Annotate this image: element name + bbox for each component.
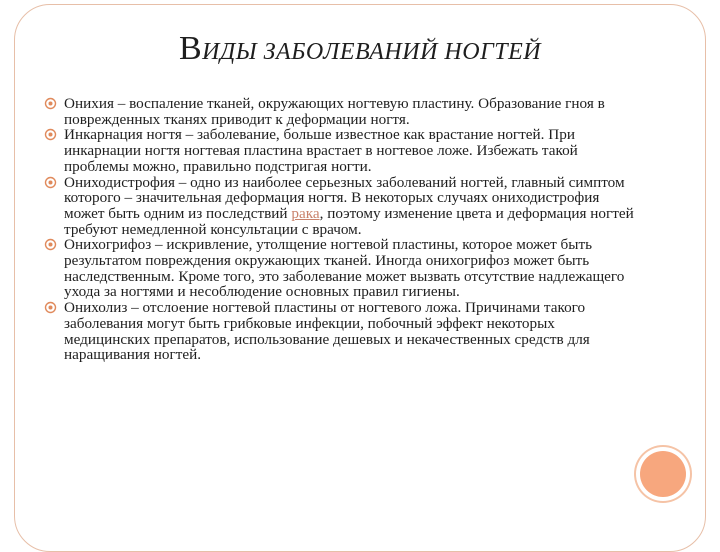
list-item-ingrown-nail bbox=[44, 127, 634, 174]
list-item-onychogryphosis bbox=[44, 237, 634, 300]
list-item-onycholysis bbox=[44, 300, 634, 363]
list-item-text: Инкарнация ногтя – заболевание, больше известное как врастание ногтей. При инкарнации ногтя ногтевая пластина врастает в ногтевое ложе. Избежать такой проблемы можно, правильно подстригая ногти. bbox=[64, 126, 578, 175]
list-item-text: Онихия – воспаление тканей, окружающих ногтевую пластину. Образование гноя в поврежденных тканях приводит к деформации ногтя. bbox=[64, 95, 605, 128]
cancer-link[interactable]: рака bbox=[291, 204, 320, 222]
list-item-text-before: Ониходистрофия – одно из наиболее серьезных заболеваний ногтей, главный симптом которого – значительная деформация ногтя. В некоторых случаях ониходистрофия может быть одним из последствий bbox=[64, 173, 625, 222]
list-item-text: Онихолиз – отслоение ногтевой пластины от ногтевого ложа. Причинами такого заболевания могут быть грибковые инфекции, побочный эффект некоторых медицинских препаратов, использование дешевых и некачественных средств для наращивания ногтей. bbox=[64, 299, 590, 364]
decorative-circle bbox=[640, 451, 686, 497]
slide-title bbox=[0, 30, 720, 68]
list-item-onychodystrophy bbox=[44, 175, 634, 238]
list-item-text: Онихогрифоз – искривление, утолщение ногтевой пластины, которое может быть результатом повреждения окружающих тканей. Иногда онихогрифоз может быть наследственным. Кроме того, это заболевание может вызвать отсутствие надлежащего ухода за ногтями и несоблюдение основных правил гигиены. bbox=[64, 236, 625, 301]
list-item-text-after: , поэтому изменение цвета и деформация ногтей требуют немедленной консультации с врачом. bbox=[64, 204, 634, 238]
disease-list bbox=[44, 96, 634, 363]
ornament-bullet-icon bbox=[44, 176, 57, 189]
list-item-onychia bbox=[44, 96, 634, 127]
title-first-letter: В bbox=[178, 30, 203, 67]
ornament-bullet-icon bbox=[44, 97, 57, 110]
title-rest: ИДЫ ЗАБОЛЕВАНИЙ НОГТЕЙ bbox=[202, 39, 542, 65]
ornament-bullet-icon bbox=[44, 128, 57, 141]
ornament-bullet-icon bbox=[44, 301, 57, 314]
ornament-bullet-icon bbox=[44, 238, 57, 251]
